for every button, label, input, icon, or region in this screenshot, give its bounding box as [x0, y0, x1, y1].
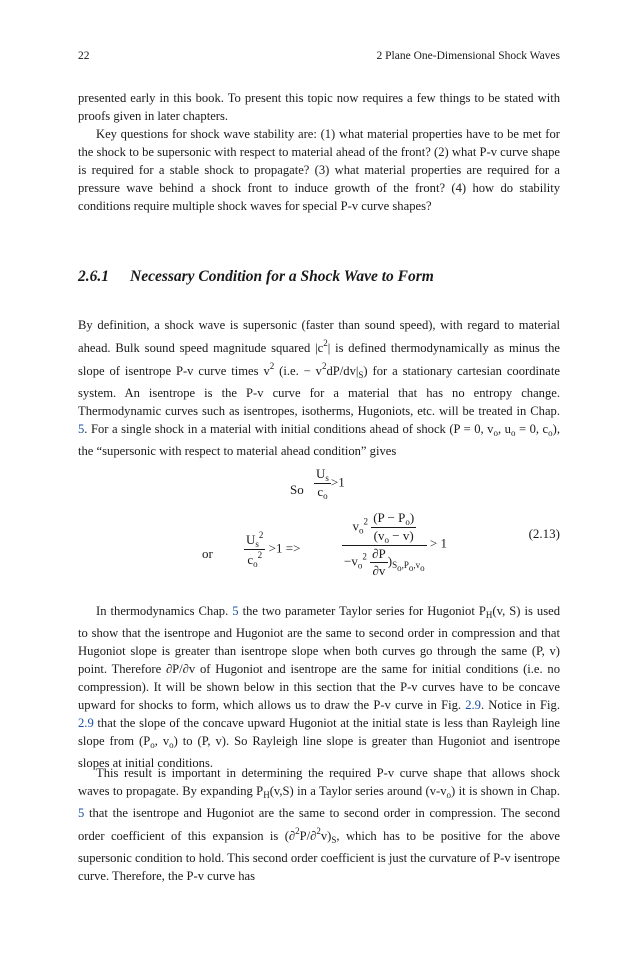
- eq-us2-over-co2: $\frac{U_s^2}{c_o^2}$ >1 =>: [246, 530, 301, 569]
- page-number: 22: [78, 50, 90, 62]
- eq-big-fraction: $v_o^2$ $\frac{(P - P_o)}{(v_o - v)}$ $-v_o^2$ $\frac{\partial P}{\partial v}$ )$_{So,Po,vo}$ > 1: [344, 510, 447, 578]
- chapter-link[interactable]: 5: [78, 422, 85, 436]
- equation-number: (2.13): [528, 526, 560, 541]
- paragraph-definition: By definition, a shock wave is supersonic (faster than sound speed), with regard to material ahead. Bulk sound speed magnitude squared $|c^2|$ is defined thermodynamically as minus the slope of isentrope P-v curve times $v^2$ (i.e. − $v^2dP/dv|_S$) for a stationary cartesian coordinate system. An isentrope is the P-v curve for a material that has no entropy change. Thermodynamic curves such as isentropes, isotherms, Hugoniots, etc. will be treated in Chap. 5. For a single shock in a material with initial conditions ahead of shock (P = 0, $v_o$, $u_o = 0$, $c_o$), the “supersonic with respect to material ahead condition” gives: [78, 318, 560, 458]
- chapter-link[interactable]: 5: [78, 806, 85, 820]
- eq-or-label: or: [202, 546, 213, 561]
- paragraph-key-questions: Key questions for shock wave stability are: (1) what material properties have to be met for the shock to be supersonic with respect to material ahead of the front? (2) what P-v curve shape is required for a stable shock to propagate? (3) what material properties are required for a pressure wave behind a shock front to induce growth of the front? (4) how do stability conditions require multiple shock waves for special P-v curve shapes?: [78, 127, 560, 213]
- paragraph-intro: presented early in this book. To present this topic now requires a few things to be stated with proofs given in later chapters.: [78, 91, 560, 123]
- eq-so-label: So: [290, 482, 304, 497]
- section-title: Necessary Condition for a Shock Wave to Form: [130, 268, 434, 285]
- equation-2-13: [78, 466, 560, 596]
- figure-link[interactable]: 2.9: [78, 716, 94, 730]
- eq-us-over-co: $\frac{U_s}{c_o}$ >1: [316, 466, 345, 501]
- figure-link[interactable]: 2.9: [465, 698, 481, 712]
- running-title: 2 Plane One-Dimensional Shock Waves: [376, 50, 560, 62]
- paragraph-thermodynamics: In thermodynamics Chap. 5 the two parameter Taylor series for Hugoniot $P_H(v$, S) is used to show that the isentrope and Hugoniot are the same to second order in compression and that Hugoniot slope is greater than isentrope slope when both curves go through the same (P, v) point. Therefore ∂P/∂v of Hugoniot and isentrope are the same for initial conditions (i.e. no compression). It will be shown below in this section that the P-v curves have to be concave upward for shocks to form, which allows us to draw the P-v curve in Fig. 2.9. Notice in Fig. 2.9 that the slope of the concave upward Hugoniot at the initial state is less than Rayleigh line slope from ($P_o$, $v_o$) to (P, v). So Rayleigh line slope is greater than Hugoniot and isentrope slopes at initial conditions.: [78, 604, 561, 770]
- paragraph-taylor-series: This result is important in determining the required P-v curve shape that allows shock waves to propagate. By expanding $P_H(v,S)$ in a Taylor series around $(v-v_o)$ it is shown in Chap. 5 that the isentrope and Hugoniot are the same to second order in compression. The second order coefficient of this expansion is $(\partial^2P/\partial^2v)_S$, which has to be positive for the above supersonic condition to hold. This second order coefficient is just the curvature of P-v isentrope curve. Therefore, the P-v curve has: [78, 766, 560, 883]
- section-heading: [78, 268, 434, 286]
- section-number: 2.6.1: [78, 268, 109, 285]
- chapter-link[interactable]: 5: [232, 604, 239, 618]
